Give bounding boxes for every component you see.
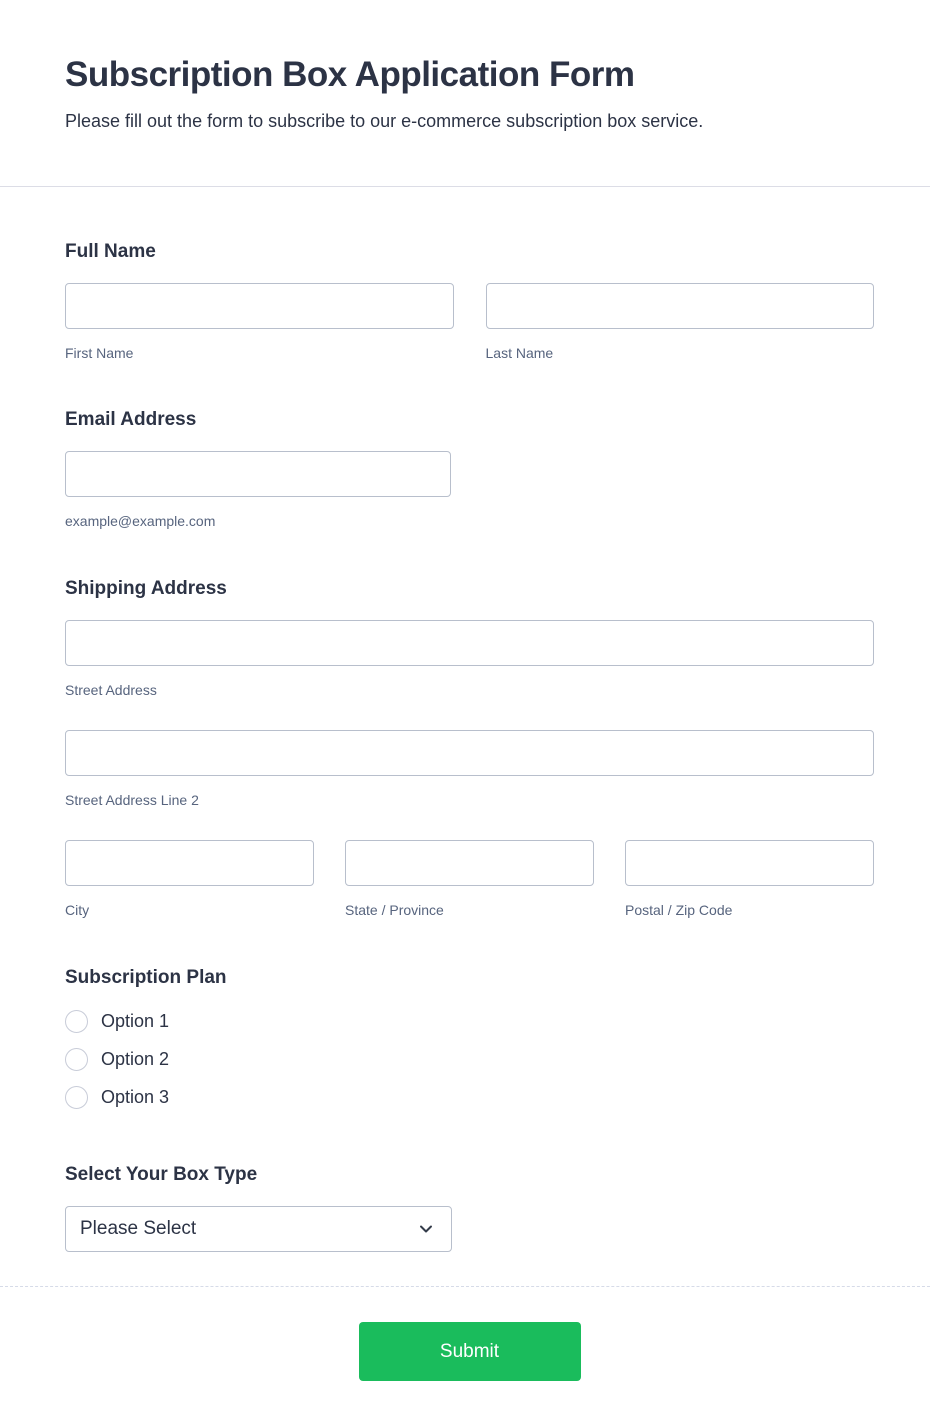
page-title: Subscription Box Application Form — [65, 55, 635, 94]
page-subtitle: Please fill out the form to subscribe to our e-commerce subscription box service. — [65, 111, 704, 131]
state-input[interactable] — [345, 840, 594, 886]
email-label: Email Address — [65, 409, 197, 430]
radio-option-2-label: Option 2 — [101, 1049, 170, 1069]
state-sublabel: State / Province — [345, 902, 444, 918]
street-address2-sublabel: Street Address Line 2 — [65, 792, 199, 808]
field-full-name — [65, 241, 874, 361]
box-type-select[interactable] — [65, 1206, 452, 1252]
radio-option-3-label: Option 3 — [101, 1087, 170, 1107]
radio-option-2[interactable] — [65, 1048, 874, 1071]
street-address-sublabel: Street Address — [65, 682, 157, 698]
form-body — [0, 241, 930, 1252]
form-header — [0, 0, 930, 132]
street-address-input[interactable] — [65, 620, 874, 666]
field-shipping-address — [65, 578, 874, 918]
last-name-input[interactable] — [486, 283, 875, 329]
first-name-input[interactable] — [65, 283, 454, 329]
header-divider — [0, 186, 930, 187]
radio-circle-icon[interactable] — [65, 1010, 88, 1033]
submit-area — [0, 1322, 930, 1381]
city-input[interactable] — [65, 840, 314, 886]
radio-option-1[interactable] — [65, 1010, 874, 1033]
field-box-type — [65, 1164, 874, 1252]
submit-button[interactable]: Submit — [359, 1322, 581, 1381]
city-sublabel: City — [65, 902, 90, 918]
shipping-address-label: Shipping Address — [65, 578, 227, 599]
radio-circle-icon[interactable] — [65, 1086, 88, 1109]
email-input[interactable] — [65, 451, 451, 497]
zip-sublabel: Postal / Zip Code — [625, 902, 733, 918]
subscription-plan-options — [65, 1010, 874, 1109]
field-subscription-plan — [65, 967, 874, 1109]
field-email — [65, 409, 874, 529]
radio-option-1-label: Option 1 — [101, 1011, 170, 1031]
radio-circle-icon[interactable] — [65, 1048, 88, 1071]
last-name-sublabel: Last Name — [485, 345, 554, 361]
box-type-label: Select Your Box Type — [65, 1164, 258, 1185]
email-hint: example@example.com — [65, 513, 216, 529]
radio-option-3[interactable] — [65, 1086, 874, 1109]
street-address2-input[interactable] — [65, 730, 874, 776]
chevron-down-icon — [417, 1220, 435, 1238]
footer-divider — [0, 1286, 930, 1287]
zip-input[interactable] — [625, 840, 874, 886]
subscription-plan-label: Subscription Plan — [65, 967, 227, 988]
first-name-sublabel: First Name — [65, 345, 134, 361]
box-type-selected-value: Please Select — [80, 1218, 197, 1239]
full-name-label: Full Name — [65, 241, 156, 262]
